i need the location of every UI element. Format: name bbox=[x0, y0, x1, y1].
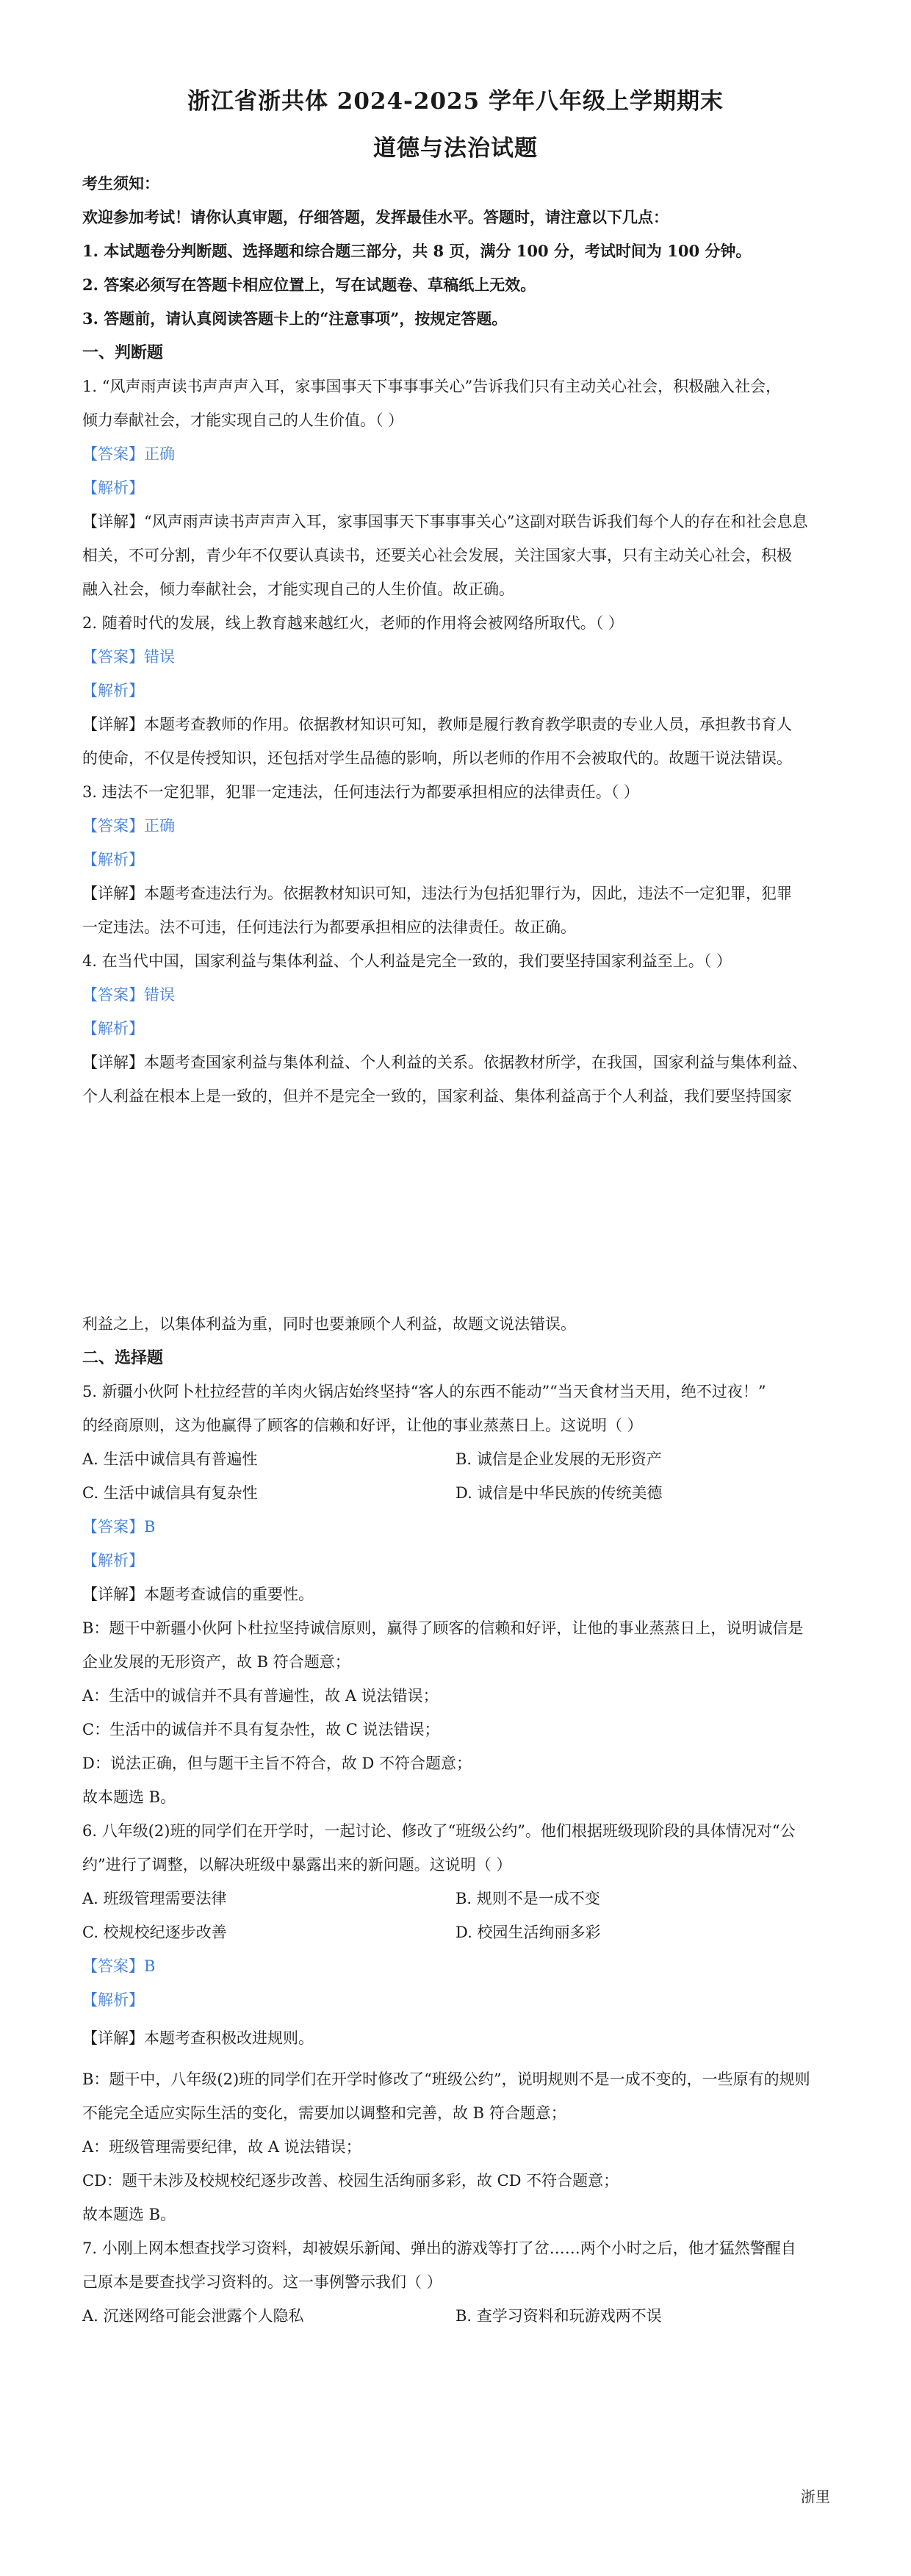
detail-line: A：班级管理需要纪律，故 A 说法错误； bbox=[82, 2138, 361, 2156]
analysis-tag: 【解析】 bbox=[82, 851, 144, 868]
detail-line: 【详解】本题考查教师的作用。依据教材知识可知，教师是履行教育教学职责的专业人员，承担教书育人 bbox=[82, 716, 792, 733]
detail-line: 不能完全适应实际生活的变化，需要加以调整和完善，故 B 符合题意； bbox=[82, 2104, 566, 2122]
question-stem: 倾力奉献社会，才能实现自己的人生价值。（ ） bbox=[82, 411, 404, 429]
option-b: B. 查学习资料和玩游戏两不误 bbox=[455, 2307, 662, 2325]
detail-line: 【详解】“风声雨声读书声声声入耳，家事国事天下事事事关心”这副对联告诉我们每个人的存在和社会息息 bbox=[82, 513, 808, 530]
detail-line: CD：题干未涉及校规校纪逐步改善、校园生活绚丽多彩，故 CD 不符合题意； bbox=[82, 2172, 619, 2190]
page-subtitle: 道德与法治试题 bbox=[373, 135, 538, 162]
option-a: A. 沉迷网络可能会泄露个人隐私 bbox=[82, 2307, 304, 2325]
question-stem: 己原本是要查找学习资料的。这一事例警示我们（ ） bbox=[82, 2273, 442, 2291]
answer-tag: 【答案】B bbox=[82, 1518, 156, 1536]
detail-line: B：题干中，八年级(2)班的同学们在开学时修改了“班级公约”，说明规则不是一成不变的，一些原有的规则 bbox=[82, 2070, 810, 2088]
notice-item: 1. 本试题卷分判断题、选择题和综合题三部分，共 8 页，满分 100 分，考试时间为 100 分钟。 bbox=[82, 242, 752, 260]
option-b: B. 诚信是企业发展的无形资产 bbox=[455, 1450, 662, 1468]
notice-item: 3. 答题前，请认真阅读答题卡上的“注意事项”，按规定答题。 bbox=[82, 309, 508, 328]
detail-line: 【详解】本题考查诚信的重要性。 bbox=[82, 1586, 314, 1603]
answer-tag: 【答案】错误 bbox=[82, 986, 175, 1004]
detail-line: 一定违法。法不可违，任何违法行为都要承担相应的法律责任。故正确。 bbox=[82, 918, 576, 936]
question-stem: 5. 新疆小伙阿卜杜拉经营的羊肉火锅店始终坚持“客人的东西不能动”“当天食材当天用，绝不过夜！” bbox=[82, 1383, 766, 1400]
detail-line: 相关，不可分割，青少年不仅要认真读书，还要关心社会发展，关注国家大事，只有主动关心社会，积极 bbox=[82, 547, 792, 564]
detail-line: 利益之上，以集体利益为重，同时也要兼顾个人利益，故题文说法错误。 bbox=[82, 1315, 576, 1333]
notice-heading: 考生须知： bbox=[82, 174, 159, 193]
question-stem: 1. “风声雨声读书声声声入耳，家事国事天下事事事关心”告诉我们只有主动关心社会，积极融入社会， bbox=[82, 378, 782, 395]
answer-tag: 【答案】错误 bbox=[82, 648, 175, 666]
detail-line: B：题干中新疆小伙阿卜杜拉坚持诚信原则，赢得了顾客的信赖和好评，让他的事业蒸蒸日上，说明诚信是 bbox=[82, 1619, 804, 1637]
analysis-tag: 【解析】 bbox=[82, 1020, 144, 1037]
question-stem: 7. 小刚上网本想查找学习资料，却被娱乐新闻、弹出的游戏等打了岔……两个小时之后，他才猛然警醒自 bbox=[82, 2239, 796, 2257]
answer-tag: 【答案】正确 bbox=[82, 817, 175, 835]
question-stem: 2. 随着时代的发展，线上教育越来越红火，老师的作用将会被网络所取代。（ ） bbox=[82, 614, 624, 632]
detail-line: 企业发展的无形资产，故 B 符合题意； bbox=[82, 1653, 350, 1671]
detail-line: A：生活中的诚信并不具有普遍性，故 A 说法错误； bbox=[82, 1687, 439, 1705]
question-stem: 4. 在当代中国，国家利益与集体利益、个人利益是完全一致的，我们要坚持国家利益至上。（ ） bbox=[82, 952, 732, 970]
option-b: B. 规则不是一成不变 bbox=[455, 1890, 600, 1907]
section-heading: 一、判断题 bbox=[82, 343, 164, 362]
analysis-tag: 【解析】 bbox=[82, 1991, 144, 2009]
option-c: C. 生活中诚信具有复杂性 bbox=[82, 1484, 258, 1502]
footer-mark: 浙里 bbox=[801, 2488, 830, 2505]
option-a: A. 生活中诚信具有普遍性 bbox=[82, 1450, 258, 1468]
detail-line: C：生活中的诚信并不具有复杂性，故 C 说法错误； bbox=[82, 1721, 440, 1738]
detail-line: 个人利益在根本上是一致的，但并不是完全一致的，国家利益、集体利益高于个人利益，我们要坚持国家 bbox=[82, 1087, 792, 1105]
detail-line: 故本题选 B。 bbox=[82, 1788, 176, 1806]
answer-tag: 【答案】B bbox=[82, 1957, 156, 1975]
detail-line: 的使命，不仅是传授知识，还包括对学生品德的影响，所以老师的作用不会被取代的。故题干说法错误。 bbox=[82, 749, 792, 767]
option-a: A. 班级管理需要法律 bbox=[82, 1890, 227, 1907]
detail-line: D：说法正确，但与题干主旨不符合，故 D 不符合题意； bbox=[82, 1755, 472, 1772]
question-stem: 约”进行了调整，以解决班级中暴露出来的新问题。这说明（ ） bbox=[82, 1856, 512, 1874]
question-stem: 6. 八年级(2)班的同学们在开学时，一起讨论、修改了“班级公约”。他们根据班级现阶段的具体情况对“公 bbox=[82, 1822, 796, 1840]
page-title: 浙江省浙共体 2024-2025 学年八年级上学期期末 bbox=[187, 88, 724, 115]
detail-line: 【详解】本题考查国家利益与集体利益、个人利益的关系。依据教材所学，在我国，国家利益与集体利益、 bbox=[82, 1054, 807, 1071]
option-d: D. 校园生活绚丽多彩 bbox=[455, 1924, 601, 1941]
notice-intro: 欢迎参加考试！请你认真审题，仔细答题，发挥最佳水平。答题时，请注意以下几点： bbox=[82, 208, 669, 226]
detail-line: 融入社会，倾力奉献社会，才能实现自己的人生价值。故正确。 bbox=[82, 580, 514, 598]
question-stem: 的经商原则，这为他赢得了顾客的信赖和好评，让他的事业蒸蒸日上。这说明（ ） bbox=[82, 1417, 643, 1434]
option-c: C. 校规校纪逐步改善 bbox=[82, 1924, 227, 1941]
detail-line: 【详解】本题考查违法行为。依据教材知识可知，违法行为包括犯罪行为，因此，违法不一定犯罪，犯罪 bbox=[82, 885, 792, 902]
option-d: D. 诚信是中华民族的传统美德 bbox=[455, 1484, 663, 1502]
analysis-tag: 【解析】 bbox=[82, 479, 144, 497]
notice-item: 2. 答案必须写在答题卡相应位置上，写在试题卷、草稿纸上无效。 bbox=[82, 276, 536, 294]
section-heading: 二、选择题 bbox=[82, 1348, 164, 1367]
analysis-tag: 【解析】 bbox=[82, 1552, 144, 1569]
answer-tag: 【答案】正确 bbox=[82, 445, 175, 463]
analysis-tag: 【解析】 bbox=[82, 682, 144, 699]
detail-line: 故本题选 B。 bbox=[82, 2206, 176, 2223]
detail-line: 【详解】本题考查积极改进规则。 bbox=[82, 2029, 314, 2047]
question-stem: 3. 违法不一定犯罪，犯罪一定违法，任何违法行为都要承担相应的法律责任。（ ） bbox=[82, 783, 639, 801]
